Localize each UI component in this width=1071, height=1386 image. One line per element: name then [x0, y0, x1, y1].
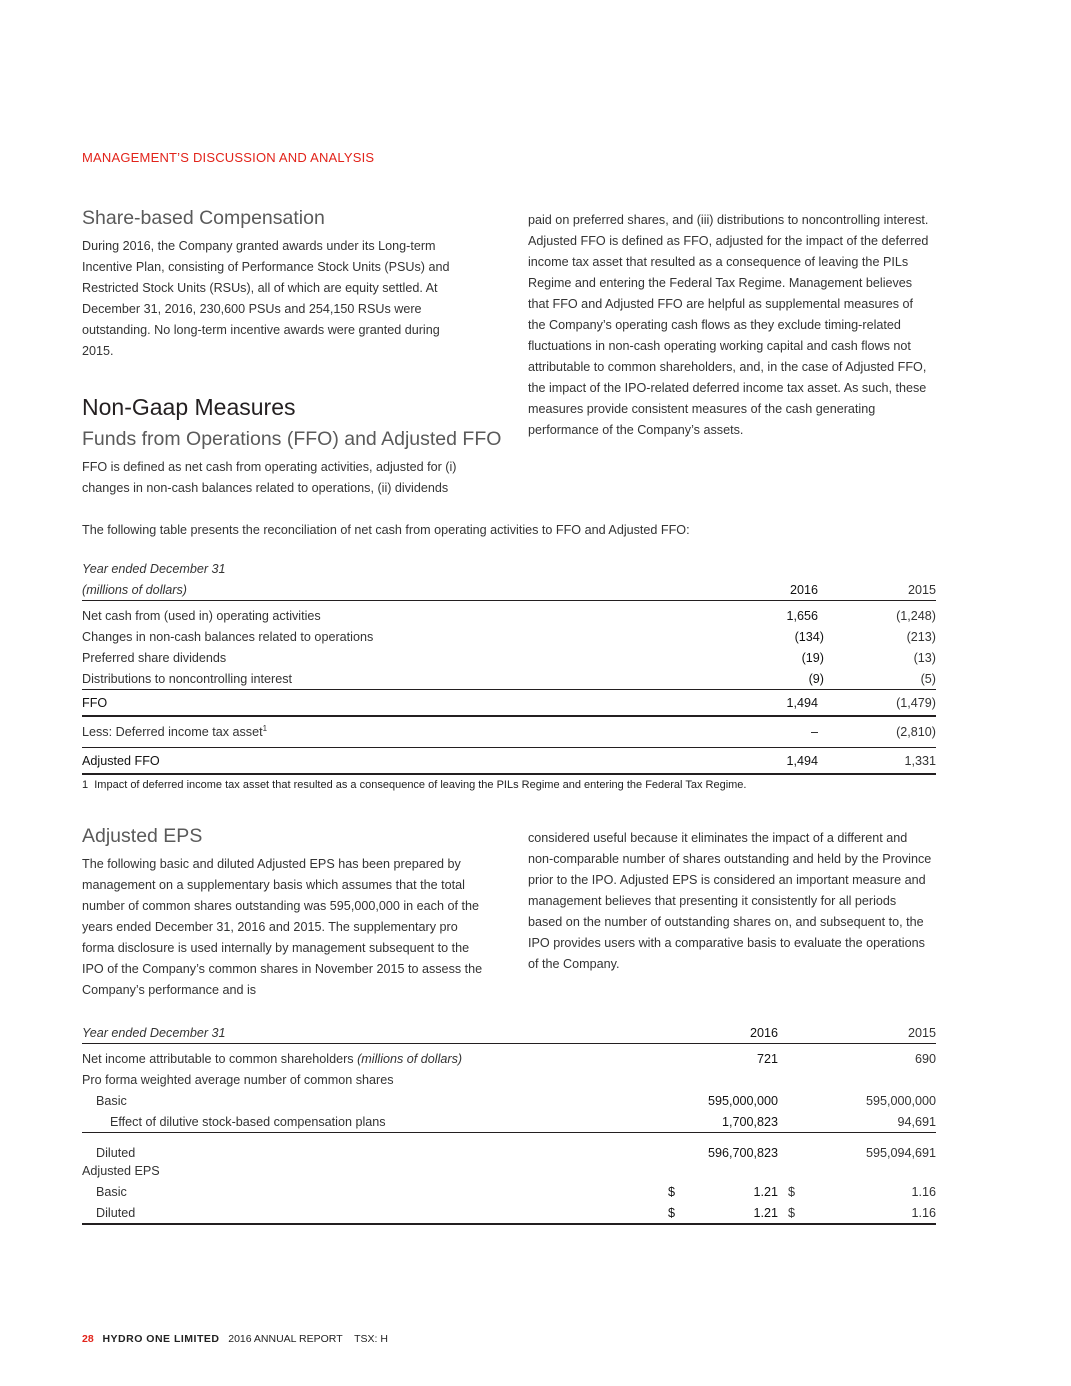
basic-label: Basic: [96, 1093, 127, 1108]
ffo-body-right: paid on preferred shares, and (iii) distributions to noncontrolling interest. Adjusted FFO is defined as FFO, adjusted for the impact of the deferred income tax asset that resulted as a consequence of leaving the PILs Regime and entering the Federal Tax Regime. Management believes that FFO and Adjusted FFO are helpful as supplemental measures of the Company’s operating cash flows as they exclude timing-related fluctuations in non-cash operating working capital and cash flows not attributable to common shareholders, and, in the case of Adjusted FFO, the impact of the IPO-related deferred income tax asset. As such, these measures provide consistent measures of the cash generating performance of the Company’s assets.: [528, 213, 929, 437]
net-income-label: Net income attributable to common shareholders: [82, 1051, 354, 1066]
table-row: [82, 1160, 936, 1181]
eps-basic-2016: 1.21: [753, 1184, 778, 1199]
ffo-total-row: [82, 690, 936, 717]
eps-col-2015: 2015: [907, 1025, 936, 1040]
ffo-table-head-row-2: [82, 579, 936, 601]
less-deferred-row: [82, 716, 936, 748]
eps-diluted-label: Diluted: [96, 1205, 136, 1220]
eps-basic-2015: 1.16: [911, 1184, 936, 1199]
adjusted-ffo-2016: 1,494: [786, 753, 818, 768]
footnote-ref: 1: [262, 724, 268, 734]
page-number: 28: [82, 1333, 94, 1345]
row-value-2016: (19): [801, 650, 824, 665]
ffo-footnote: [82, 779, 746, 791]
table-row: [82, 1090, 936, 1111]
adj-eps-label: Adjusted EPS: [82, 1163, 160, 1178]
ffo-value-2016: 1,494: [786, 695, 818, 710]
table-row: [82, 1048, 936, 1069]
currency-symbol: $: [788, 1205, 796, 1220]
row-label: Changes in non-cash balances related to operations: [82, 629, 374, 644]
section-header: MANAGEMENT’S DISCUSSION AND ANALYSIS: [82, 150, 375, 165]
eps-diluted-2015: 1.16: [911, 1205, 936, 1220]
adjusted-ffo-label: Adjusted FFO: [82, 753, 160, 768]
table-row: [82, 1133, 936, 1161]
table-row: [82, 1111, 936, 1133]
eps-body-left: The following basic and diluted Adjusted EPS has been prepared by management on a supplementary basis which assumes that the total number of common shares outstanding was 595,000,000 in each of the years ended December 31, 2016 and 2015. The supplementary pro forma disclosure is used internally by management subsequent to the IPO of the Company’s common shares in November 2015 to assess the Company’s performance and is: [82, 857, 483, 997]
currency-symbol: $: [788, 1184, 796, 1199]
share-based-body: During 2016, the Company granted awards under its Long-term Incentive Plan, consisting of Performance Stock Units (PSUs) and Restricted Stock Units (RSUs), all of which are equity settled. At December 31, 2016, 230,600 PSUs and 254,150 RSUs were outstanding. No long-term incentive awards were granted during 2015.: [82, 239, 450, 358]
ffo-head-year: Year ended December 31: [82, 561, 226, 576]
non-gaap-title: Non-Gaap Measures: [82, 394, 296, 420]
ffo-head-unit: (millions of dollars): [82, 582, 187, 597]
ffo-label: FFO: [82, 695, 108, 710]
eps-col-2016: 2016: [749, 1025, 778, 1040]
ffo-col-2015: 2015: [907, 582, 936, 597]
ffo-table-intro: The following table presents the reconciliation of net cash from operating activities to FFO and Adjusted FFO:: [82, 523, 690, 537]
adjusted-ffo-2015: 1,331: [904, 753, 936, 768]
dilutive-2015: 94,691: [897, 1114, 936, 1129]
company-name: HYDRO ONE LIMITED: [102, 1333, 220, 1345]
row-value-2015: (213): [906, 629, 936, 644]
ticker: TSX: H: [354, 1333, 388, 1345]
table-row: [82, 647, 936, 668]
report-name: 2016 ANNUAL REPORT: [228, 1333, 343, 1345]
diluted-label: Diluted: [96, 1146, 136, 1160]
eps-head-row: [82, 1022, 936, 1044]
footnote-text: Impact of deferred income tax asset that resulted as a consequence of leaving the PILs Regime and entering the Federal Tax Regime.: [94, 779, 747, 791]
row-value-2015: (1,248): [896, 608, 936, 623]
share-based-title: Share-based Compensation: [82, 207, 325, 229]
row-label: Preferred share dividends: [82, 650, 227, 665]
currency-symbol: $: [668, 1184, 676, 1199]
basic-2016: 595,000,000: [707, 1093, 778, 1108]
less-value-2015: (2,810): [896, 725, 936, 739]
table-row: [82, 1181, 936, 1202]
net-income-2015: 690: [914, 1051, 936, 1066]
footnote-mark: 1: [82, 779, 89, 791]
net-income-2016: 721: [756, 1051, 778, 1066]
row-value-2015: (13): [913, 650, 936, 665]
eps-title: Adjusted EPS: [82, 825, 203, 847]
pro-forma-label: Pro forma weighted average number of common shares: [82, 1072, 394, 1087]
row-value-2016: (9): [808, 671, 824, 686]
eps-head-year: Year ended December 31: [82, 1025, 226, 1040]
table-row: [82, 1069, 936, 1090]
eps-diluted-2016: 1.21: [753, 1205, 778, 1220]
basic-2015: 595,000,000: [865, 1093, 936, 1108]
table-row: [82, 668, 936, 690]
row-label: Net cash from (used in) operating activities: [82, 608, 321, 623]
ffo-col-2016: 2016: [789, 582, 818, 597]
eps-basic-label: Basic: [96, 1184, 127, 1199]
diluted-2015: 595,094,691: [865, 1146, 936, 1160]
adjusted-ffo-row: [82, 748, 936, 775]
page-footer: [82, 1333, 388, 1345]
diluted-2016: 596,700,823: [707, 1146, 778, 1160]
table-row: [82, 1202, 936, 1224]
row-value-2016: 1,656: [786, 608, 818, 623]
row-label: Distributions to noncontrolling interest: [82, 671, 293, 686]
dilutive-label: Effect of dilutive stock-based compensation plans: [110, 1114, 386, 1129]
net-income-unit: (millions of dollars): [357, 1051, 463, 1066]
dilutive-2016: 1,700,823: [721, 1114, 778, 1129]
row-value-2015: (5): [920, 671, 936, 686]
currency-symbol: $: [668, 1205, 676, 1220]
row-value-2016: (134): [794, 629, 824, 644]
less-value-2016: –: [810, 725, 818, 739]
ffo-value-2015: (1,479): [896, 695, 936, 710]
ffo-body-left: FFO is defined as net cash from operating activities, adjusted for (i) changes in non-cash balances related to operations, (ii) dividends: [82, 460, 457, 495]
eps-body-right: considered useful because it eliminates the impact of a different and non-comparable number of shares outstanding and held by the Province prior to the IPO. Adjusted EPS is considered an important measure and management believes that presenting it consistently for all periods based on the number of outstanding shares on, and subsequent to, the IPO provides users with a comparative basis to evaluate the operations of the Company.: [528, 831, 932, 971]
table-row: [82, 605, 936, 626]
table-row: [82, 626, 936, 647]
ffo-table: [82, 558, 936, 775]
ffo-table-head-row-1: [82, 558, 936, 579]
less-label: Less: Deferred income tax asset: [82, 725, 263, 740]
eps-table: [82, 1022, 936, 1225]
ffo-title: Funds from Operations (FFO) and Adjusted FFO: [82, 428, 502, 450]
